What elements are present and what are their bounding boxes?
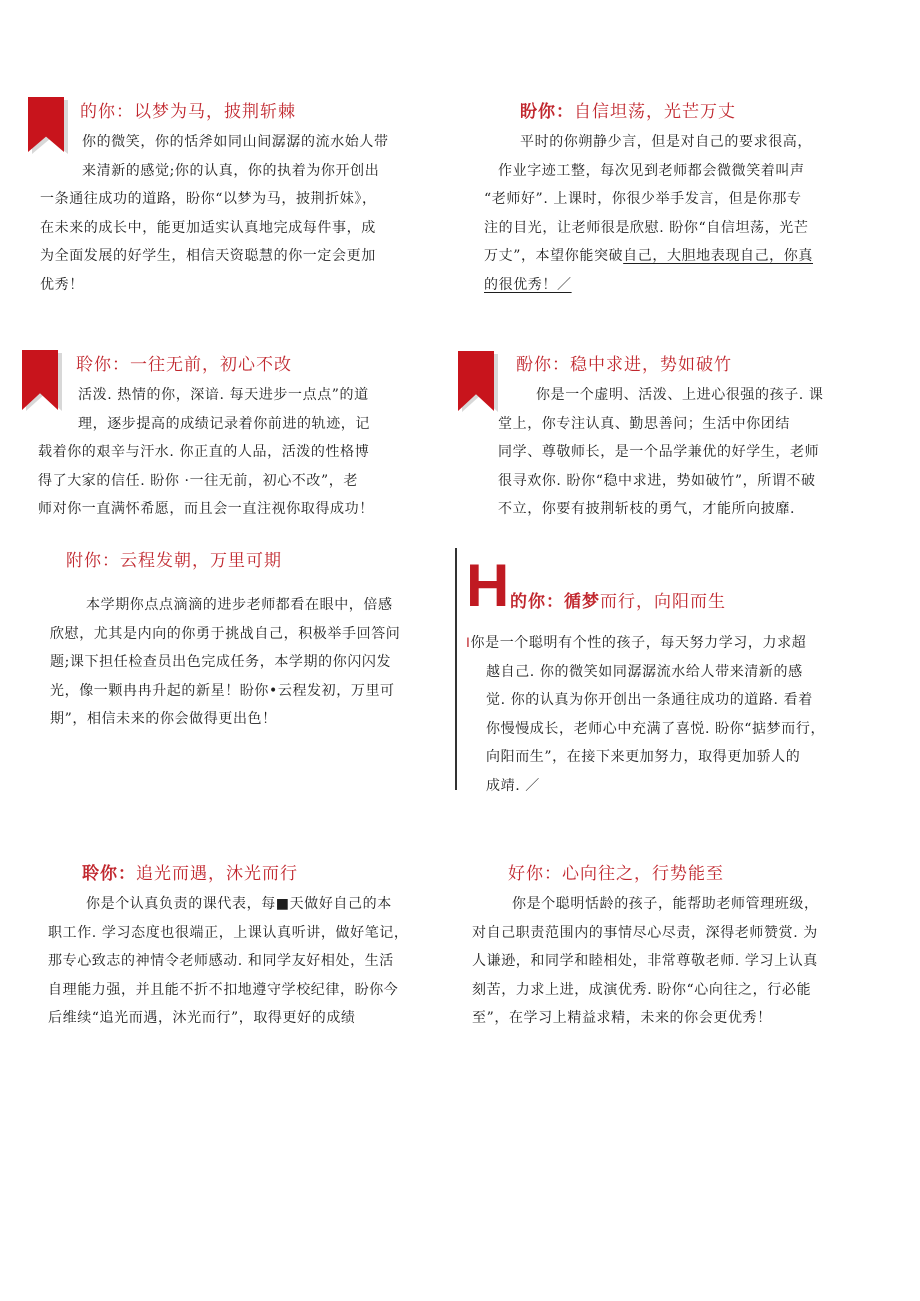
comment-block xyxy=(484,100,904,299)
text-line: 对自己职责范围内的事情尽心尽责，深得老师赞赏. 为 xyxy=(472,924,818,941)
text-segment: 你是一个聪明有个性的孩子，每天努力学习，力求超 xyxy=(470,635,807,651)
block-title-bold: 聆你： xyxy=(82,864,136,884)
block-title: 的你：以梦为马，披荆斩棘 xyxy=(80,102,296,122)
block-title xyxy=(82,862,458,886)
text-line: 活泼. 热情的你，深谙. 每天进步一点点”的道 xyxy=(78,387,369,403)
text-line: 堂上，你专注认真、勤思善问；生活中你团结 xyxy=(498,415,790,432)
text-line: 注的目光，让老师很是欣慰. 盼你“自信坦荡，光芒 xyxy=(484,219,809,236)
text-line: 你是个聪明恬龄的孩子，能帮助老师管理班级， xyxy=(512,896,819,912)
block-title xyxy=(520,100,904,124)
comment-block xyxy=(40,100,450,299)
text-line: 载着你的艰辛与汗水. 你正直的人品，活泼的性格博 xyxy=(38,444,370,460)
text-line: 一条通往成功的道路，盼你“以梦为马，披荆折妹》， xyxy=(40,191,377,207)
text-line: 题;课下担任检查员出色完成任务，本学期的你闪闪发 xyxy=(50,654,392,670)
block-title: 附你：云程发朝，万里可期 xyxy=(66,551,282,571)
text-line: 那专心致志的神情令老师感动. 和同学友好相处，生活 xyxy=(48,953,394,969)
block-title-rest: 自信坦荡，光芒万丈 xyxy=(574,102,736,122)
divider-line xyxy=(455,548,457,790)
text-line: 本学期你点点滴滴的进步老师都看在眼中，倍感 xyxy=(86,597,393,613)
block-title: 聆你：一往无前，初心不改 xyxy=(76,355,292,375)
text-line: 欣慰，尤其是内向的你勇于挑战自己，积极举手回答问 xyxy=(50,625,401,642)
text-line: 觉. 你的认真为你开创出一条通往成功的道路. 看着 xyxy=(486,692,813,708)
text-line: 后维续“追光而遇，沐光而行”，取得更好的成绩 xyxy=(48,1010,356,1026)
text-line: 你是一个虚明、活泼、上进心很强的孩子. 课 xyxy=(536,387,824,403)
block-title-rest: 而行，向阳而生 xyxy=(600,592,726,612)
text-line: 自理能力强，并且能不折不扣地遵守学校纪律，盼你今 xyxy=(48,981,399,998)
text-line: 你慢慢成长，老师心中充满了喜悦. 盼你“掂梦而行， xyxy=(486,720,826,737)
text-line: 人谦逊，和同学和睦相处，非常尊敬老师. 学习上认真 xyxy=(472,953,818,969)
text-line: 同学、尊敬师长，是一个品学兼优的好学生，老师 xyxy=(498,444,820,460)
text-segment: 万丈”，本望你能突破 xyxy=(484,248,624,264)
decorative-initial-letter: H xyxy=(466,552,510,619)
comment-block xyxy=(38,353,448,524)
text-line: 不立，你要有披荆斩枝的勇气，才能所向披靡. xyxy=(498,501,796,517)
text-line: 得了大家的信任. 盼你 ·一往无前，初心不改”，老 xyxy=(38,472,358,489)
text-line: 至”，在学习上精益求精，未来的你会更优秀！ xyxy=(472,1010,772,1026)
block-title-rest: 追光而遇，沐光而行 xyxy=(136,864,298,884)
text-line: 光，像一颗冉冉升起的新星！盼你•云程发初，万里可 xyxy=(50,682,395,699)
text-line: 作业字迹工整，每次见到老师都会微微笑着叫声 xyxy=(498,162,805,179)
underlined-text: 的很优秀！／ xyxy=(484,276,572,293)
comment-block xyxy=(466,590,896,800)
text-line: 在未来的成长中，能更加适实认真地完成每件事，成 xyxy=(40,219,376,236)
text-line: 刻苦，力求上进，成演优秀. 盼你“心向往之，行必能 xyxy=(472,981,812,998)
text-line: 为全面发展的好学生，相信天资聪慧的你一定会更加 xyxy=(40,248,376,264)
block-title: 好你：心向往之，行势能至 xyxy=(508,864,724,884)
text-line: 师对你一直满怀希愿，而且会一直注视你取得成功！ xyxy=(38,501,374,517)
block-title-bold: 的你：循梦 xyxy=(510,592,600,612)
text-line xyxy=(466,628,896,658)
text-line: 很寻欢你. 盼你“稳中求进，势如破竹”，所谓不破 xyxy=(498,472,816,489)
text-line: 你是个认真负责的课代表，每■天做好自己的本 xyxy=(86,896,392,912)
block-title xyxy=(510,590,896,614)
text-line: 你的微笑，你的恬斧如同山间潺潺的流水始人带 xyxy=(82,134,389,150)
text-cursor-mark: I xyxy=(466,634,471,650)
text-line: 向阳而生”，在接下来更加努力，取得更加骄人的 xyxy=(486,749,801,765)
text-line: 平时的你朔静少言，但是对自己的要求很高， xyxy=(520,134,812,150)
comment-block xyxy=(472,862,892,1033)
text-line: 期”，相信未来的你会做得更出色！ xyxy=(50,711,277,727)
text-line: 职工作. 学习态度也很端正，上课认真听讲，做好笔记， xyxy=(48,924,409,941)
text-line: 越自己. 你的微笑如同潺潺流水给人带来清新的感 xyxy=(486,663,803,680)
text-line: “老师好”. 上课时，你很少举手发言，但是你那专 xyxy=(484,191,802,207)
comment-block xyxy=(48,862,458,1033)
block-title-bold: 盼你： xyxy=(520,102,574,122)
text-line: 优秀！ xyxy=(40,276,84,293)
text-line: 成靖. ／ xyxy=(486,777,540,794)
block-title: 酚你：稳中求进，势如破竹 xyxy=(516,355,732,375)
text-line: 来清新的感觉;你的认真，你的执着为你开创出 xyxy=(82,162,380,179)
comment-block xyxy=(50,549,450,734)
text-line xyxy=(484,242,904,271)
underlined-text: 自己，大胆地表现自己，你真 xyxy=(623,248,813,264)
comment-block xyxy=(476,353,896,524)
text-line: 理，逐步提高的成绩记录着你前进的轨迹，记 xyxy=(78,415,370,432)
